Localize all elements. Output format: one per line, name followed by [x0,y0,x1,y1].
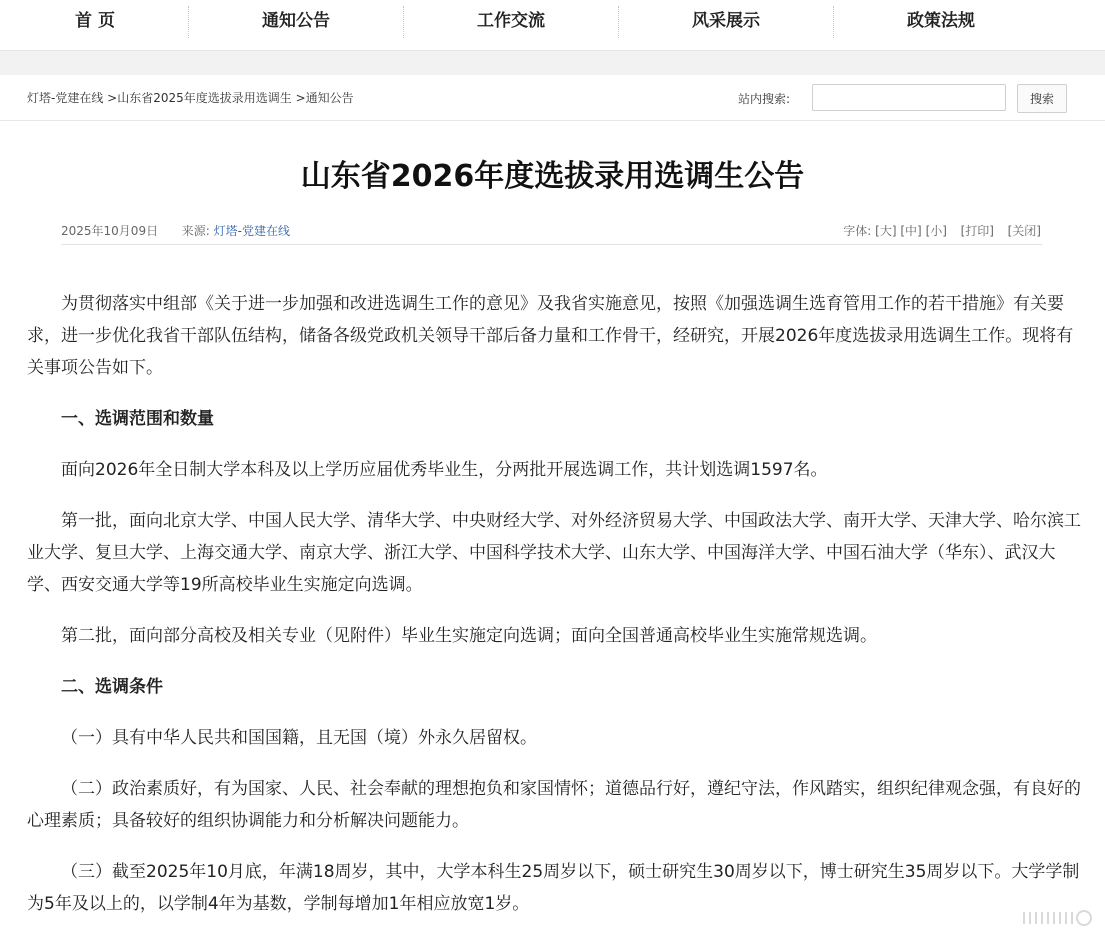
nav-item-home[interactable]: 首 页 [75,11,115,31]
breadcrumb-bar [0,75,1105,121]
article-date: 2025年10月09日 [61,224,159,238]
body-paragraph: 第二批，面向部分高校及相关专业（见附件）毕业生实施定向选调；面向全国普通高校毕业生实施常规选调。 [61,626,877,646]
nav-divider [833,6,834,38]
meta-divider [61,244,1042,245]
article-meta [61,222,290,239]
article-tools [843,222,1041,239]
breadcrumb-link-notices[interactable]: 通知公告 [305,91,354,105]
section-heading: 二、选调条件 [61,677,163,697]
font-size-medium-button[interactable]: [中] [900,224,922,238]
top-navigation [0,0,1105,51]
nav-divider [403,6,404,38]
search-label: 站内搜索: [738,92,791,106]
nav-divider [188,6,189,38]
watermark-icon [1020,906,1095,930]
breadcrumb-link-campaign[interactable]: 山东省2025年度选拔录用选调生 [117,91,292,105]
font-size-small-button[interactable]: [小] [925,224,947,238]
body-paragraph: （二）政治素质好，有为国家、人民、社会奉献的理想抱负和家国情怀；道德品行好，遵纪守法，作风踏实，组织纪律观念强，有良好的心理素质；具备较好的组织协调能力和分析解决问题能力。 [27,779,1081,831]
intro-paragraph: 为贯彻落实中组部《关于进一步加强和改进选调生工作的意见》及我省实施意见，按照《加强选调生选育管用工作的若干措施》有关要求，进一步优化我省干部队伍结构，储备各级党政机关领导干部后备力量和工作骨干，经研究，开展2026年度选拔录用选调生工作。现将有关事项公告如下。 [27,294,1074,378]
breadcrumb [27,89,354,106]
font-size-label: 字体: [843,224,872,238]
search-button[interactable]: 搜索 [1017,84,1067,113]
breadcrumb-link-home[interactable]: 灯塔-党建在线 [27,91,104,105]
close-button[interactable]: [关闭] [1007,224,1041,238]
print-button[interactable]: [打印] [960,224,994,238]
nav-item-work-exchange[interactable]: 工作交流 [477,11,545,31]
body-paragraph: 第一批，面向北京大学、中国人民大学、清华大学、中央财经大学、对外经济贸易大学、中国政法大学、南开大学、天津大学、哈尔滨工业大学、复旦大学、上海交通大学、南京大学、浙江大学、中国科学技术大学、山东大学、中国海洋大学、中国石油大学（华东）、武汉大学、西安交通大学等19所高校毕业生实施定向选调。 [27,511,1081,595]
body-paragraph: （一）具有中华人民共和国国籍，且无国（境）外永久居留权。 [61,728,537,748]
article-panel [0,75,1105,950]
nav-item-policies[interactable]: 政策法规 [907,11,975,31]
breadcrumb-separator: > [103,91,118,105]
article-source-link[interactable]: 灯塔-党建在线 [213,224,290,238]
source-label: 来源: [181,224,210,238]
article-body [27,288,1082,920]
article-title: 山东省2026年度选拔录用选调生公告 [300,159,805,194]
font-size-large-button[interactable]: [大] [875,224,897,238]
body-paragraph: 面向2026年全日制大学本科及以上学历应届优秀毕业生，分两批开展选调工作，共计划选调1597名。 [61,460,828,480]
nav-divider [618,6,619,38]
section-heading: 一、选调范围和数量 [61,409,214,429]
nav-item-showcase[interactable]: 风采展示 [692,11,760,31]
nav-item-notices[interactable]: 通知公告 [262,11,330,31]
search-input[interactable] [812,84,1006,111]
breadcrumb-separator: > [291,91,306,105]
body-paragraph: （三）截至2025年10月底，年满18周岁，其中，大学本科生25周岁以下，硕士研究生30周岁以下，博士研究生35周岁以下。大学学制为5年及以上的，以学制4年为基数，学制每增加1年相应放宽1岁。 [27,862,1080,914]
